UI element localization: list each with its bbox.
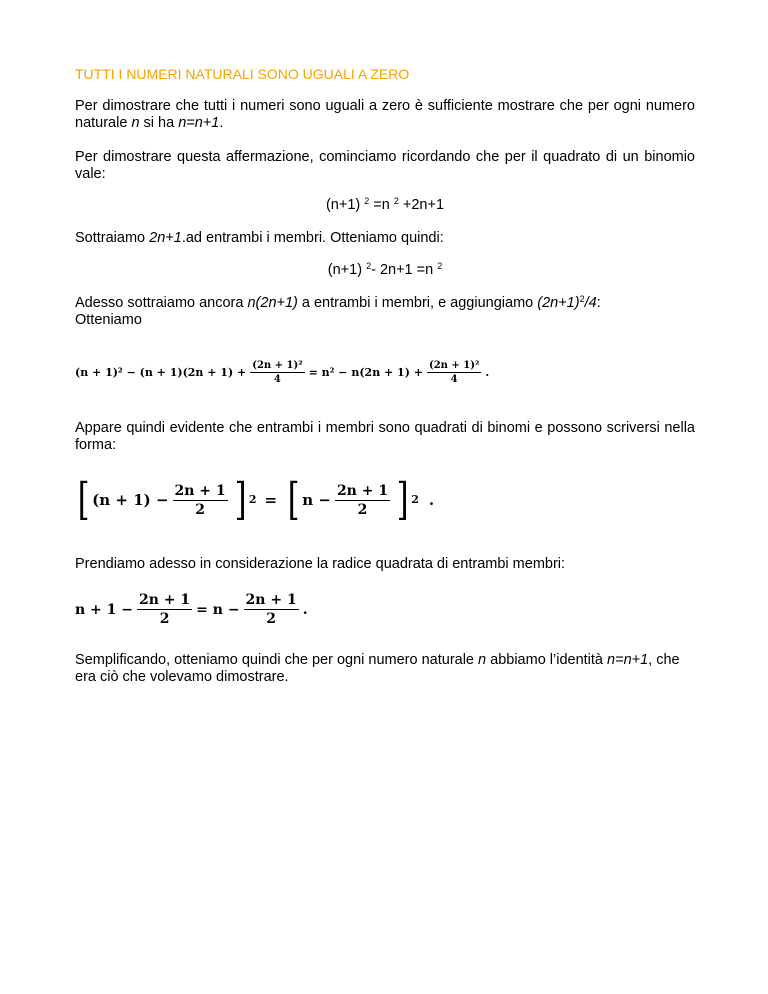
paragraph-conclusion: Semplificando, otteniamo quindi che per ogni numero naturale n abbiamo l’identità n=n+1, che era ciò che volevamo dimostrare. [75,652,680,685]
math-expansion: (n + 1)² − (n + 1)(2n + 1) + $\frac{\text{(2n + 1)²}}{4}$ = n² − n(2n + 1) + $\frac{\text{(2n + 1)²}}{4}$ . [75,360,490,385]
var-n: n [131,115,140,131]
paragraph-root: Prendiamo adesso in considerazione la radice quadrata di entrambi membri: [75,556,566,572]
fraction: $\frac{2n + 1}{2}$ [174,482,226,518]
equation-inline: n=n+1 [178,115,220,131]
formula-subtracted: (n+1) $^2$- 2n+1 =n $^2$ [327,261,443,278]
fraction: $\frac{2n + 1}{2}$ [139,592,191,627]
fraction: $\frac{\text{(2n + 1)²}}{4}$ [428,360,480,385]
formula-square: (n+1) $^2$ =n $^2$ +2n+1 [325,196,445,213]
document-title: TUTTI I NUMERI NATURALI SONO UGUALI A ZERO [75,66,410,82]
paragraph-add: Adesso sottraiamo ancora n(2n+1) a entrambi i membri, e aggiungiamo $(2n+1)^2/4$: Otteniamo [75,294,601,328]
paragraph-squares: Appare quindi evidente che entrambi i membri sono quadrati di binomi e possono scriversi nella forma: [75,420,695,453]
paragraph-binomial: Per dimostrare questa affermazione, cominciamo ricordando che per il quadrato di un binomio vale: [75,149,695,182]
math-root: n + 1 − $\frac{2n + 1}{2}$ = n − $\frac{2n + 1}{2}$ . [75,592,308,627]
paragraph-intro: Per dimostrare che tutti i numeri sono uguali a zero è sufficiente mostrare che per ogni numero naturale n si ha n=n+1. [75,98,695,131]
math-squares: [ (n + 1) − $\frac{2n + 1}{2}$ ] 2 = [ n − $\frac{2n + 1}{2}$ ] 2 . [77,474,435,525]
paragraph-subtract: Sottraiamo 2n+1.ad entrambi i membri. Otteniamo quindi: [75,230,444,246]
fraction: $\frac{\text{(2n + 1)²}}{4}$ [252,360,303,385]
fraction: $\frac{2n + 1}{2}$ [336,482,389,518]
fraction: $\frac{2n + 1}{2}$ [245,592,297,627]
